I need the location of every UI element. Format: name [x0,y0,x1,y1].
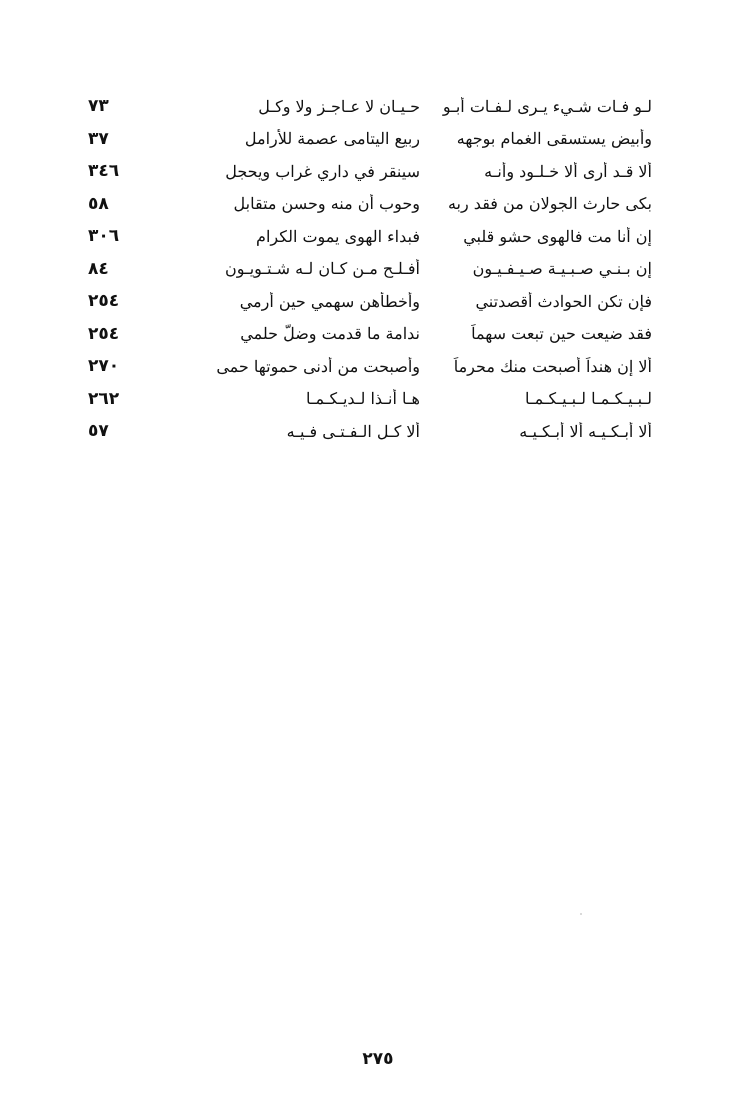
page-number: ٢٧٥ [362,1049,394,1069]
verse-first-hemistich: بكى حارث الجولان من فقد ربه [447,194,652,214]
verse-first-hemistich: ألا إن هنداً أصبحت منك محرماً [453,356,652,376]
verse-first-hemistich: لـو فـات شـيء يـرى لـفـات أبـو [442,96,652,116]
index-row [88,350,652,383]
verse-index-table [88,90,652,448]
verse-first-hemistich: فقد ضيعت حين تبعت سهماً [471,324,652,344]
verse-page-ref: ٢٦٢ [88,388,120,409]
index-row [88,318,652,351]
verse-first-hemistich: إن بـنـي صـبـيـة صـيـفـيـون [472,259,652,279]
verse-second-hemistich: ندامة ما قدمت وضلَّ حلمي [240,324,420,344]
index-row [88,123,652,156]
verse-second-hemistich: وحوب أن منه وحسن متقابل [233,194,420,214]
verse-page-ref: ٥٧ [88,421,109,442]
index-row [88,415,652,448]
verse-second-hemistich: فبداء الهوى يموت الكرام [256,226,420,246]
verse-second-hemistich: ألا كـل الـفـتـى فـيـه [286,421,420,441]
verse-second-hemistich: حـيـان لا عـاجـز ولا وكـل [258,96,420,116]
index-row [88,285,652,318]
verse-page-ref: ٨٤ [88,258,109,279]
verse-first-hemistich: فإن تكن الحوادث أقصدتني [475,291,652,311]
verse-page-ref: ٣٠٦ [88,226,120,247]
verse-page-ref: ٣٧ [88,128,109,149]
verse-first-hemistich: ألا قـد أرى ألا خـلـود وأنـه [484,161,652,181]
verse-first-hemistich: لـبـيـكـمـا لـبـيـكـمـا [525,389,652,409]
verse-second-hemistich: هـا أنـذا لـديـكـمـا [305,389,420,409]
index-row [88,188,652,221]
verse-page-ref: ٧٣ [88,96,109,117]
index-row [88,155,652,188]
verse-second-hemistich: وأخطأهن سهمي حين أرمي [239,291,420,311]
verse-first-hemistich: إن أنا مت فالهوى حشو قلبي [463,226,652,246]
verse-second-hemistich: سينقر في داري غراب ويحجل [225,161,420,181]
verse-first-hemistich: وأبيض يستسقى الغمام بوجهه [456,129,652,149]
verse-page-ref: ٥٨ [88,193,109,214]
verse-page-ref: ٣٤٦ [88,161,120,182]
paper-speck [580,913,582,915]
verse-page-ref: ٢٥٤ [88,323,120,344]
verse-second-hemistich: وأصبحت من أدنى حموتها حمى [216,356,420,376]
verse-second-hemistich: أفـلـح مـن كـان لـه شـتـويـون [225,259,420,279]
index-row [88,383,652,416]
verse-page-ref: ٢٧٠ [88,356,120,377]
verse-page-ref: ٢٥٤ [88,291,120,312]
index-row [88,253,652,286]
index-row [88,90,652,123]
verse-first-hemistich: ألا أبـكـيـه ألا أبـكـيـه [519,421,652,441]
index-row [88,220,652,253]
verse-second-hemistich: ربيع اليتامى عصمة للأرامل [244,129,420,149]
